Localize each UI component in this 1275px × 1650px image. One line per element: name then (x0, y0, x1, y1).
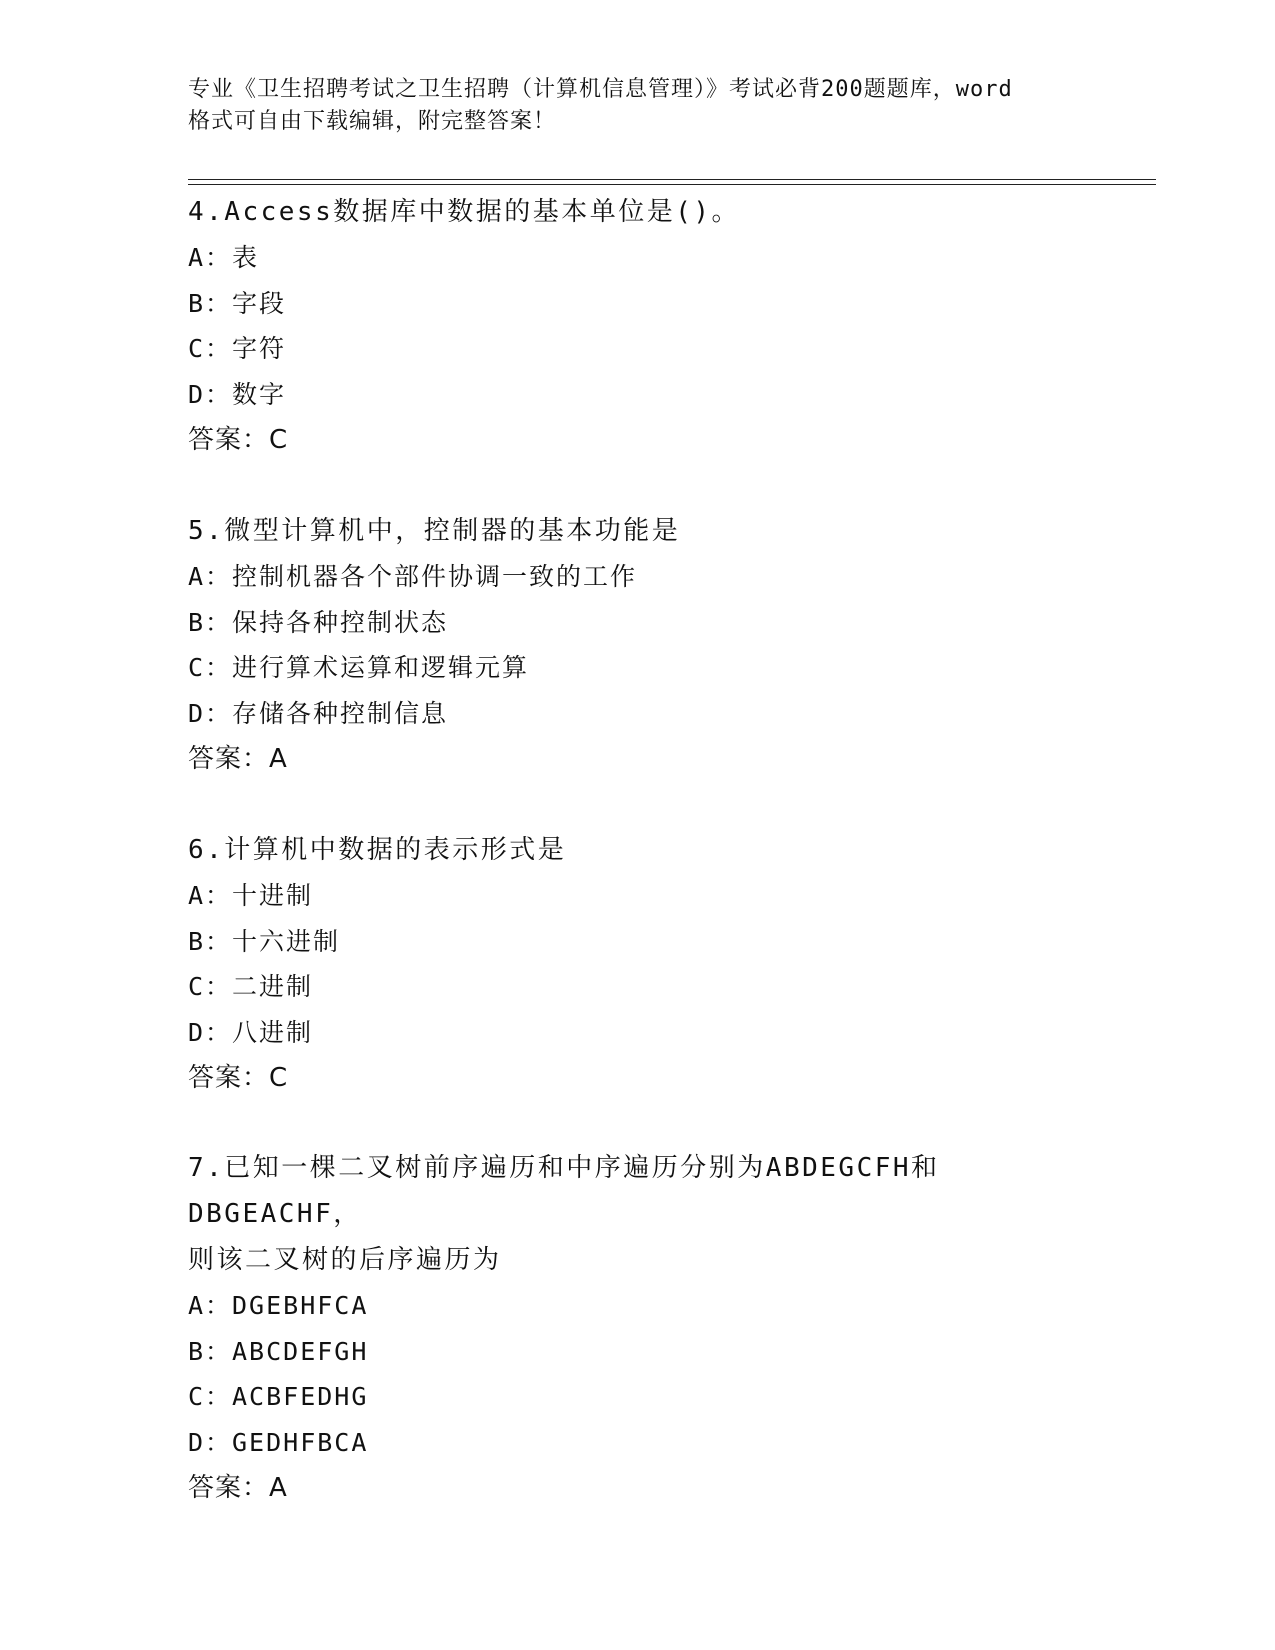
option-text: 字符 (232, 334, 287, 363)
option-text: 表 (232, 243, 260, 272)
option-key: A： (188, 243, 233, 272)
question-4 (188, 189, 1088, 463)
option-text: 存储各种控制信息 (232, 698, 449, 728)
option-b (188, 600, 1088, 646)
option-key: A： (188, 881, 233, 910)
option-a (188, 554, 1088, 600)
option-text: 八进制 (232, 1017, 314, 1047)
option-d (188, 691, 1088, 737)
option-key: B： (188, 607, 233, 637)
question-text: 7.已知一棵二叉树前序遍历和中序遍历分别为ABDEGCFH和DBGEACHF， (188, 1153, 940, 1229)
document-header (188, 74, 1088, 138)
question-text: 5.微型计算机中，控制器的基本功能是 (188, 516, 681, 546)
option-text: ABCDEFGH (232, 1336, 369, 1366)
option-b (188, 281, 1088, 327)
option-d (188, 372, 1088, 418)
option-c (188, 645, 1088, 691)
question-text-continued: 则该二叉树的后序遍历为 (188, 1245, 502, 1275)
question-7 (188, 1145, 1088, 1511)
option-key: C： (188, 334, 233, 363)
header-line-1: 专业《卫生招聘考试之卫生招聘（计算机信息管理）》考试必背200题题库，word (188, 77, 1013, 102)
option-key: C： (188, 972, 233, 1001)
option-text: 数字 (232, 379, 287, 409)
option-c (188, 326, 1088, 372)
question-5 (188, 508, 1088, 782)
option-text: GEDHFBCA (232, 1427, 369, 1457)
option-key: B： (188, 926, 233, 956)
option-key: C： (188, 1382, 233, 1411)
option-key: D： (188, 698, 233, 728)
option-text: 保持各种控制状态 (232, 607, 449, 637)
option-text: 十进制 (232, 881, 314, 910)
option-key: C： (188, 653, 233, 682)
option-c (188, 964, 1088, 1010)
answer-line: 答案：C (188, 1063, 289, 1093)
option-text: 进行算术运算和逻辑元算 (232, 653, 530, 682)
option-key: A： (188, 1291, 233, 1320)
option-text: DGEBHFCA (232, 1291, 369, 1320)
option-text: ACBFEDHG (232, 1382, 369, 1411)
option-key: B： (188, 288, 233, 318)
option-key: D： (188, 379, 233, 409)
option-key: B： (188, 1336, 233, 1366)
option-a (188, 873, 1088, 919)
answer-line: 答案：A (188, 1473, 288, 1503)
option-a (188, 1283, 1088, 1329)
option-text: 控制机器各个部件协调一致的工作 (232, 562, 638, 591)
option-c (188, 1374, 1088, 1420)
header-divider-bottom (188, 184, 1156, 185)
option-text: 二进制 (232, 972, 314, 1001)
answer-line: 答案：C (188, 425, 289, 455)
header-line-2: 格式可自由下载编辑，附完整答案！ (188, 109, 557, 134)
option-key: A： (188, 562, 233, 591)
option-text: 字段 (232, 288, 287, 318)
option-b (188, 1329, 1088, 1375)
header-divider-top (188, 179, 1156, 180)
option-b (188, 919, 1088, 965)
answer-line: 答案：A (188, 744, 288, 774)
question-6 (188, 827, 1088, 1101)
question-text: 6.计算机中数据的表示形式是 (188, 835, 567, 865)
option-d (188, 1010, 1088, 1056)
option-text: 十六进制 (232, 926, 341, 956)
option-d (188, 1420, 1088, 1466)
option-key: D： (188, 1427, 233, 1457)
option-a (188, 235, 1088, 281)
option-key: D： (188, 1017, 233, 1047)
question-text: 4.Access数据库中数据的基本单位是()。 (188, 197, 741, 227)
